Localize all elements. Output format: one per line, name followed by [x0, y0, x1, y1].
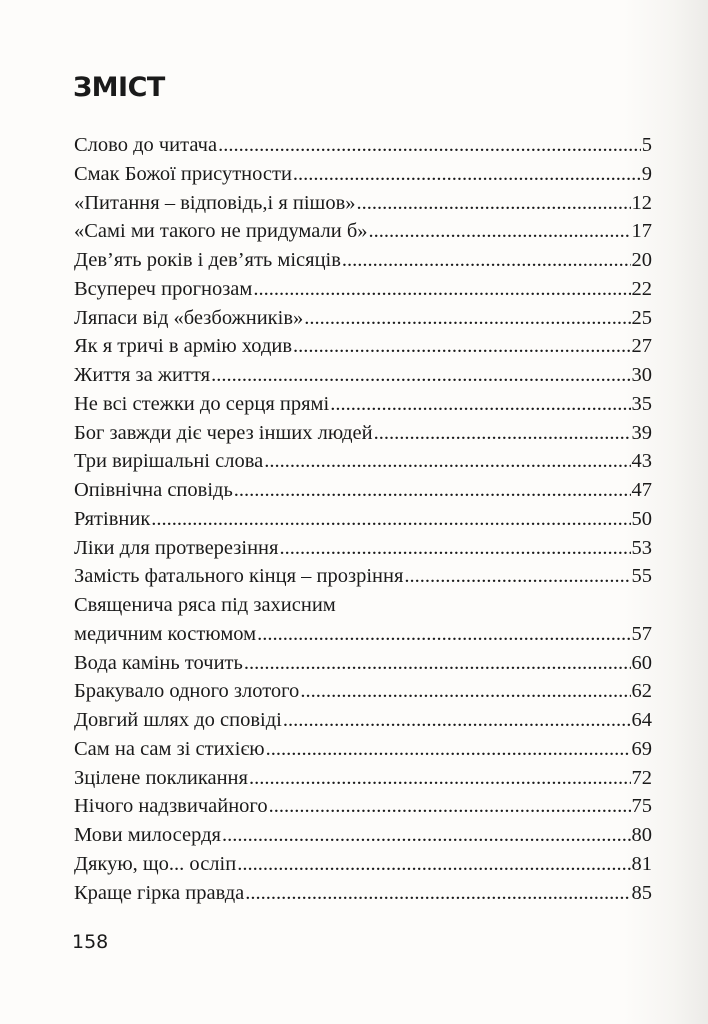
dot-leader	[304, 304, 630, 333]
dot-leader	[245, 879, 630, 908]
toc-entry-title: Бог завжди діє через інших людей	[74, 421, 373, 444]
dot-leader	[266, 735, 631, 764]
toc-entry-page: 20	[631, 249, 652, 271]
toc-entry	[74, 332, 652, 361]
dot-leader	[293, 332, 630, 361]
dot-leader	[151, 505, 630, 534]
dot-leader	[404, 562, 630, 591]
toc-entry-title: Рятівник	[74, 507, 151, 530]
table-of-contents	[74, 131, 652, 907]
toc-entry-title: Сам на сам зі стихією	[74, 737, 265, 760]
toc-entry-page: 30	[631, 364, 652, 386]
toc-entry-page: 55	[631, 565, 652, 588]
dot-leader	[342, 246, 631, 275]
dot-leader	[234, 476, 631, 505]
toc-entry-page: 22	[631, 277, 652, 300]
toc-entry-title: Священича ряса під захисним	[74, 594, 336, 616]
toc-entry-title: Ляпаси від «безбожників»	[74, 306, 304, 329]
dot-leader	[279, 534, 630, 563]
toc-entry	[74, 677, 652, 706]
toc-entry-page: 9	[641, 162, 652, 185]
toc-entry-title: Мови милосердя	[74, 824, 221, 846]
toc-entry	[74, 361, 652, 390]
toc-entry-page: 12	[631, 191, 652, 214]
toc-entry-line	[74, 591, 652, 620]
dot-leader	[374, 419, 631, 448]
dot-leader	[218, 131, 641, 160]
toc-entry	[74, 620, 652, 649]
toc-entry	[74, 879, 652, 908]
toc-entry-page: 72	[631, 766, 652, 789]
toc-entry	[74, 764, 652, 793]
toc-entry	[74, 217, 652, 246]
toc-entry	[74, 649, 652, 678]
toc-entry-title: Дев’ять років і дев’ять місяців	[74, 249, 341, 271]
toc-entry-page: 85	[631, 881, 652, 904]
toc-entry	[74, 160, 652, 189]
toc-entry-page: 81	[631, 852, 652, 875]
dot-leader	[300, 677, 630, 706]
dot-leader	[211, 361, 630, 390]
toc-entry	[74, 447, 652, 476]
toc-entry	[74, 821, 652, 850]
dot-leader	[269, 792, 631, 821]
dot-leader	[249, 764, 631, 793]
toc-entry-title: Бракувало одного злотого	[74, 680, 300, 703]
toc-entry-title: Довгий шлях до сповіді	[74, 709, 282, 731]
toc-entry-page: 64	[631, 709, 652, 731]
toc-entry	[74, 304, 652, 333]
toc-entry-page: 35	[631, 392, 652, 415]
dot-leader	[244, 649, 631, 678]
dot-leader	[237, 850, 630, 879]
toc-entry	[74, 792, 652, 821]
toc-entry-page: 62	[631, 680, 652, 703]
dot-leader	[264, 447, 630, 476]
toc-entry-page: 53	[631, 536, 652, 559]
toc-entry-title: Ліки для протверезіння	[74, 536, 279, 559]
dot-leader	[283, 706, 631, 735]
toc-entry-page: 25	[631, 306, 652, 329]
dot-leader	[222, 821, 631, 850]
toc-entry-title: Смак Божої присутности	[74, 162, 292, 185]
toc-entry-title: Три вирішальні слова	[74, 450, 264, 473]
toc-entry-page: 75	[631, 795, 652, 818]
toc-entry-page: 5	[641, 134, 652, 156]
dot-leader	[253, 275, 630, 304]
toc-entry-page: 60	[631, 651, 652, 674]
toc-entry	[74, 131, 652, 160]
toc-entry-title: Не всі стежки до серця прямі	[74, 392, 330, 415]
dot-leader	[293, 160, 641, 189]
toc-entry-page: 47	[631, 479, 652, 501]
toc-entry-page: 43	[631, 450, 652, 473]
toc-entry	[74, 246, 652, 275]
dot-leader	[257, 620, 630, 649]
toc-entry-title: Краще гірка правда	[74, 881, 245, 904]
toc-entry	[74, 735, 652, 764]
toc-entry-title: Зцілене покликання	[74, 766, 248, 789]
toc-entry-page: 69	[631, 737, 652, 760]
toc-entry-title: «Самі ми такого не придумали б»	[74, 220, 368, 243]
dot-leader	[330, 390, 630, 419]
toc-entry-title: «Питання – відповідь,і я пішов»	[74, 191, 356, 214]
dot-leader	[369, 217, 631, 246]
dot-leader	[357, 189, 631, 218]
toc-entry-title: Замість фатального кінця – прозріння	[74, 565, 404, 588]
toc-entry-title: Опівнічна сповідь	[74, 479, 233, 501]
toc-entry-title: Всупереч прогнозам	[74, 277, 253, 300]
toc-entry-title: медичним костюмом	[74, 622, 257, 645]
toc-entry-page: 27	[631, 335, 652, 358]
toc-entry	[74, 534, 652, 563]
toc-entry	[74, 706, 652, 735]
toc-entry-title: Дякую, що... осліп	[74, 852, 237, 875]
toc-entry	[74, 189, 652, 218]
toc-entry-title: Як я тричі в армію ходив	[74, 335, 293, 358]
page-number: 158	[72, 931, 109, 953]
toc-entry-title: Слово до читача	[74, 134, 218, 156]
toc-entry	[74, 476, 652, 505]
toc-entry-title: Нічого надзвичайного	[74, 795, 268, 818]
toc-entry-page: 39	[631, 421, 652, 444]
toc-entry-title: Вода камінь точить	[74, 651, 243, 674]
contents-heading: ЗМІСТ	[73, 72, 165, 103]
toc-entry	[74, 275, 652, 304]
toc-entry-title: Життя за життя	[74, 364, 211, 386]
toc-entry-page: 80	[631, 824, 652, 846]
toc-entry-page: 57	[631, 622, 652, 645]
toc-entry	[74, 505, 652, 534]
toc-entry	[74, 419, 652, 448]
toc-entry	[74, 390, 652, 419]
toc-entry-page: 17	[631, 220, 652, 243]
toc-entry-page: 50	[631, 507, 652, 530]
toc-entry	[74, 850, 652, 879]
toc-entry	[74, 562, 652, 591]
